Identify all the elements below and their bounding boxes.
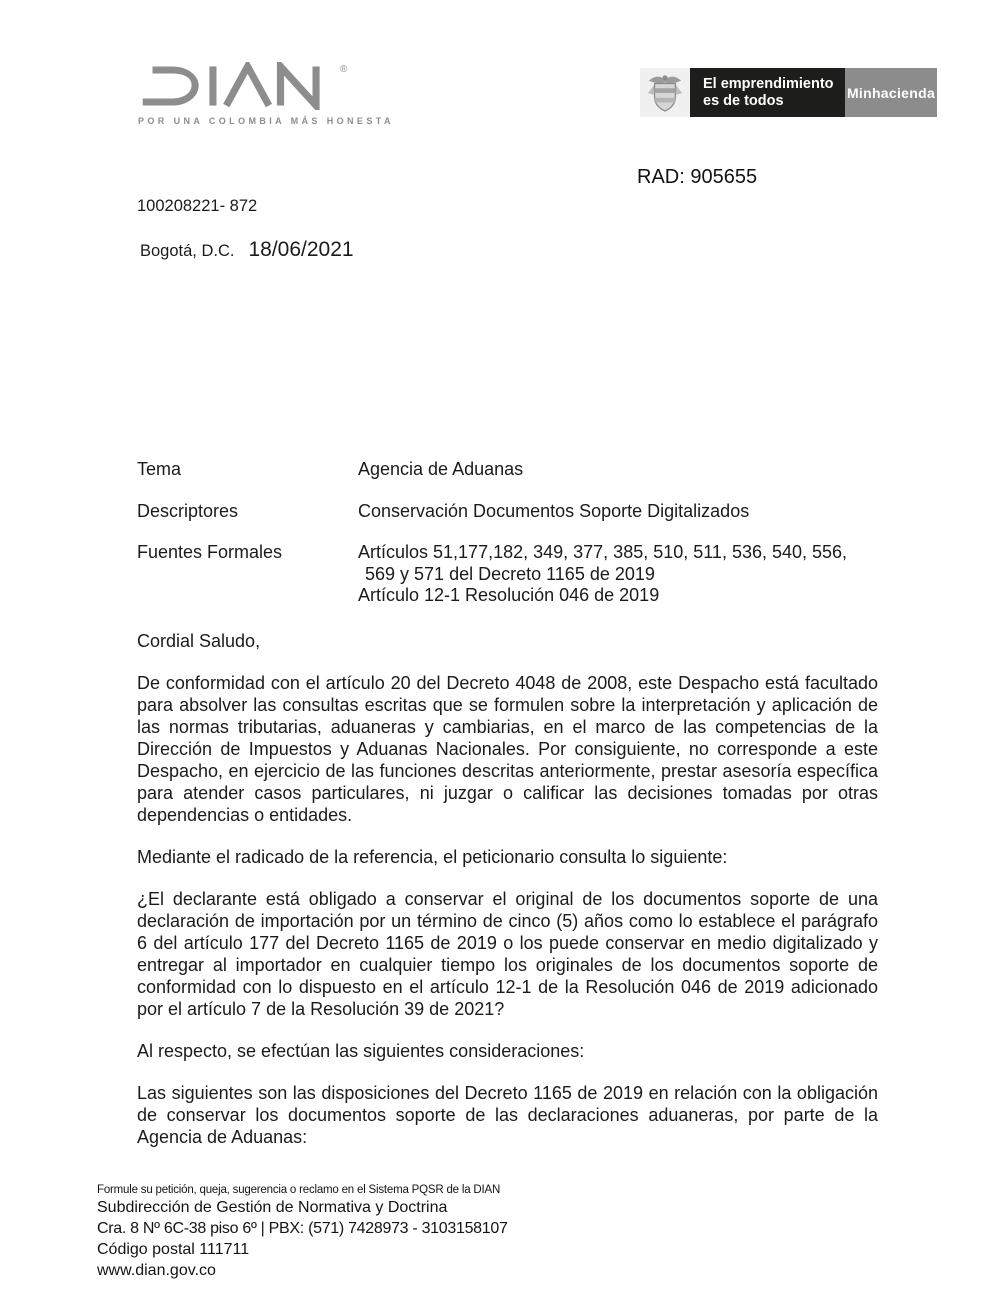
footer-address: Cra. 8 Nº 6C-38 piso 6º | PBX: (571) 7428973 - 3103158107	[97, 1220, 508, 1237]
meta-value-line: Artículo 12-1 Resolución 046 de 2019	[358, 585, 660, 605]
dian-logo-icon	[138, 62, 343, 110]
meta-value-line: 569 y 571 del Decreto 1165 de 2019	[365, 563, 655, 584]
paragraph-disposiciones: Las siguientes son las disposiciones del Decreto 1165 de 2019 en relación con la obligación de conservar los documentos soporte de las declaraciones aduaneras, por parte de la Agencia de Aduanas:	[137, 1083, 878, 1147]
date-stamp: 18/06/2021	[248, 238, 354, 261]
slogan-line2: es de todos	[703, 92, 784, 109]
colombia-coat-of-arms-icon	[640, 68, 690, 117]
meta-row-tema	[137, 459, 879, 481]
meta-value-line: Artículos 51,177,182, 349, 377, 385, 510, 511, 536, 540, 556,	[358, 542, 848, 562]
meta-label: Fuentes Formales	[137, 542, 283, 562]
registered-trademark-icon: ®	[340, 64, 348, 75]
dian-tagline: POR UNA COLOMBIA MÁS HONESTA	[138, 116, 394, 126]
paragraph-al-respecto: Al respecto, se efectúan las siguientes consideraciones:	[137, 1041, 585, 1061]
meta-row-descriptores	[137, 501, 879, 523]
government-slogan	[690, 68, 845, 117]
meta-value: Agencia de Aduanas	[358, 459, 524, 479]
paragraph-competencia: De conformidad con el artículo 20 del Decreto 4048 de 2008, este Despacho está facultado para absolver las consultas escritas que se formulen sobre la interpretación y aplicación de las normas tributarias, aduaneras y cambiarias, en el marco de las competencias de la Dirección de Impuestos y Aduanas Nacionales. Por consiguiente, no corresponde a este Despacho, en ejercicio de las funciones descritas anteriormente, prestar asesoría específica para atender casos particulares, ni juzgar o calificar las decisiones tomadas por otras dependencias o entidades.	[137, 673, 878, 825]
letter-body	[137, 630, 878, 1168]
meta-label: Tema	[137, 459, 182, 479]
paragraph-mediante: Mediante el radicado de la referencia, el peticionario consulta lo siguiente:	[137, 847, 728, 867]
footer-pqsr-line: Formule su petición, queja, sugerencia o reclamo en el Sistema PQSR de la DIAN	[97, 1184, 501, 1196]
letter-footer	[97, 1183, 508, 1281]
reference-number: 100208221- 872	[137, 197, 258, 215]
city-label: Bogotá, D.C.	[140, 242, 235, 260]
salutation: Cordial Saludo,	[137, 631, 261, 651]
letter-meta-table	[137, 459, 879, 627]
paragraph-consulta: ¿El declarante está obligado a conservar el original de los documentos soporte de una declaración de importación por un término de cinco (5) años como lo establece el parágrafo 6 del artículo 177 del Decreto 1165 de 2019 o los puede conservar en medio digitalizado y entregar al importador en cualquier tiempo los originales de los documentos soporte de conformidad con lo dispuesto en el artículo 12-1 de la Resolución 046 de 2019 adicionado por el artículo 7 de la Resolución 39 de 2021?	[137, 889, 878, 1019]
government-badge	[640, 68, 937, 117]
slogan-line1: El emprendimiento	[703, 76, 834, 92]
meta-row-fuentes-formales	[137, 542, 879, 607]
meta-label: Descriptores	[137, 500, 239, 521]
dian-logo-block	[138, 62, 394, 126]
meta-value: Conservación Documentos Soporte Digitalizados	[358, 500, 750, 521]
footer-postal-code: Código postal 111711	[97, 1241, 250, 1258]
footer-department: Subdirección de Gestión de Normativa y Doctrina	[97, 1199, 448, 1216]
rad-number: RAD: 905655	[637, 166, 758, 188]
ministry-label: Minhacienda	[845, 68, 937, 117]
date-line	[140, 238, 354, 262]
footer-website: www.dian.gov.co	[97, 1262, 216, 1279]
